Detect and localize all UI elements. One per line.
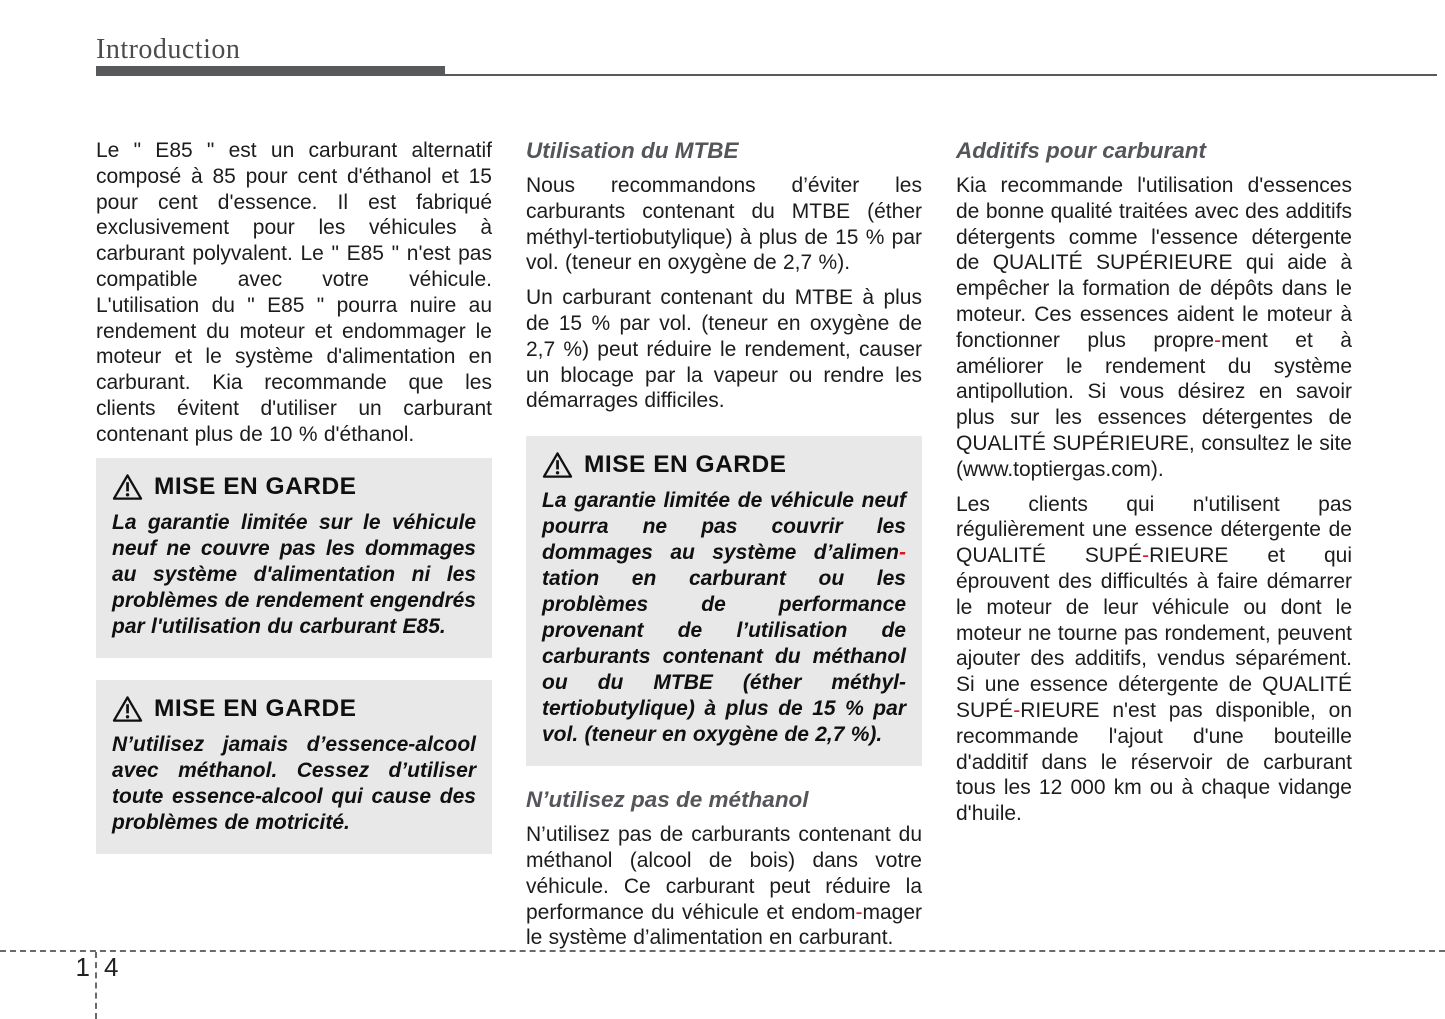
footer-page-number: 4 (104, 952, 119, 982)
column-e85 (96, 138, 492, 854)
paragraph-additives-2: Les clients qui n'utilisent pas régulièrement une essence détergente de QUALITÉ SUPÉ-RIEURE et qui éprouvent des difficultés à faire démarrer le moteur de leur véhicule ou dont le moteur ne tourne pas rondement, peuvent ajouter des additifs, vendus séparément. Si une essence détergente de QUALITÉ SUPÉ-RIEURE n'est pas disponible, on recommande l'ajout d'une bouteille d'additif dans le réservoir de carburant tous les 12 000 km ou à chaque vidange d'huile. (956, 492, 1352, 826)
warning-triangle-icon (112, 695, 143, 723)
warning-text-essence-alcool: N’utilisez jamais d’essence-alcool avec méthanol. Cessez d’utiliser toute essence-alcool qui cause des problèmes de motricité. (112, 732, 476, 834)
warning-text-e85-warranty: La garantie limitée sur le véhicule neuf ne couvre pas les dommages au système d'alimentation ni les problèmes de rendement engendrés par l'utilisation du carburant E85. (112, 510, 476, 638)
warning-box-e85-warranty (96, 458, 492, 658)
column-additives (956, 138, 1352, 836)
header-rule (96, 66, 1437, 76)
paragraph-e85-intro: Le " E85 " est un carburant alternatif composé à 85 pour cent d'éthanol et 15 pour cent d'essence. Il est fabriqué exclusivement pour les véhicules à carburant polyvalent. Le " E85 " n'est pas compatible avec votre véhicule. L'utilisation du " E85 " pourra nuire au rendement du moteur et endommager le moteur et le système d'alimentation en carburant. Kia recommande que les clients évitent d'utiliser un carburant contenant plus de 10 % d'éthanol. (96, 139, 492, 446)
section-heading-mtbe: Utilisation du MTBE (526, 138, 739, 163)
section-heading-no-methanol: N’utilisez pas de méthanol (526, 787, 809, 813)
column-mtbe (526, 138, 922, 960)
warning-triangle-icon (542, 451, 573, 479)
paragraph-no-methanol: N’utilisez pas de carburants contenant du méthanol (alcool de bois) dans votre véhicule. Ce carburant peut réduire la performance du véhicule et endom-mager le système d’alimentation en carburant. (526, 823, 922, 950)
paragraph-mtbe-2: Un carburant contenant du MTBE à plus de 15 % par vol. (teneur en oxygène de 2,7 %) peut réduire le rendement, causer un blocage par la vapeur ou rendre les démarrages difficiles. (526, 286, 922, 413)
header-rule-thick-bar (96, 66, 445, 76)
warning-box-mtbe-warranty (526, 436, 922, 766)
section-heading-additives: Additifs pour carburant (956, 138, 1207, 163)
paragraph-mtbe-1: Nous recommandons d’éviter les carburants contenant du MTBE (éther méthyl-tertiobutylique) à plus de 15 % par vol. (teneur en oxygène de 2,7 %). (526, 174, 922, 275)
content-columns (96, 138, 1352, 960)
paragraph-additives-1: Kia recommande l'utilisation d'essences de bonne qualité traitées avec des additifs détergents comme l'essence détergente de QUALITÉ SUPÉRIEURE qui aide à empêcher la formation de dépôts dans le moteur. Ces essences aident le moteur à fonctionner plus propre-ment et à améliorer le rendement du système antipollution. Si vous désirez en savoir plus sur les essences détergentes de QUALITÉ SUPÉRIEURE, consultez le site (www.toptiergas.com). (956, 174, 1352, 481)
footer-section-number: 1 (75, 952, 90, 982)
warning-text-mtbe-warranty: La garantie limitée de véhicule neuf pourra ne pas couvrir les dommages au système d’alimen-tation en carburant ou les problèmes de performance provenant de l’utilisation de carburants contenant du méthanol ou du MTBE (éther méthyl-tertiobutylique) à plus de 15 % par vol. (teneur en oxygène de 2,7 %). (542, 489, 906, 747)
warning-header (112, 473, 476, 501)
warning-title: MISE EN GARDE (584, 451, 787, 479)
warning-box-methanol-alcohol (96, 680, 492, 854)
warning-triangle-icon (112, 473, 143, 501)
footer-dashed-divider (95, 952, 97, 1019)
footer-dashed-rule (0, 950, 1445, 952)
warning-header (112, 695, 476, 723)
warning-title: MISE EN GARDE (154, 472, 357, 500)
warning-header (542, 451, 906, 479)
warning-title: MISE EN GARDE (154, 694, 357, 722)
page-title: Introduction (96, 34, 241, 65)
